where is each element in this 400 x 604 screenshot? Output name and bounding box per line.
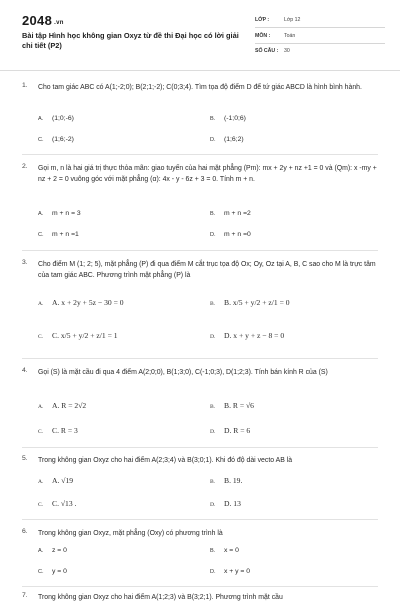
option-a[interactable]: A. (1;0;-6) — [38, 115, 74, 122]
option-d[interactable]: D. D. 13 — [210, 499, 241, 508]
document-header — [0, 0, 400, 68]
option-d[interactable]: D. (1;6;2) — [210, 136, 244, 143]
question-text: Gọi m, n là hai giá trị thực thỏa mãn: giao tuyến của hai mặt phẳng (Pm): mx + 2y + nz +1 = 0 và (Qm): x -my + nz + 2 = 0 vuông góc với mặt phẳng (α): 4x - y - 6z + 3 = 0. Tính m + n. — [38, 165, 377, 184]
question-number: 1. — [22, 82, 28, 89]
logo-suffix: .vn — [54, 20, 64, 26]
option-b[interactable]: B. B. 19. — [210, 476, 243, 485]
question-text: Cho tam giác ABC có A(1;-2;0); B(2;1;-2); C(0;3;4). Tìm tọa độ điểm D để tứ giác ABCD là hình bình hành. — [38, 84, 362, 91]
option-b[interactable]: B. x = 0 — [210, 547, 239, 554]
question-3 — [22, 259, 382, 359]
option-d[interactable]: D. D. x + y + z − 8 = 0 — [210, 331, 285, 340]
logo-text: 2048 — [22, 13, 53, 28]
option-c[interactable]: C. C. R = 3 — [38, 426, 78, 435]
option-b[interactable]: B. m + n =2 — [210, 210, 251, 217]
option-b[interactable]: B. B. R = √6 — [210, 401, 254, 410]
option-a[interactable]: A. A. √19 — [38, 476, 74, 485]
question-6 — [22, 528, 382, 583]
question-separator — [22, 154, 378, 155]
option-b[interactable]: B. B. x/5 + y/2 + z/1 = 0 — [210, 298, 290, 307]
class-value: Lớp 12 — [284, 17, 301, 23]
option-d[interactable]: D. x + y = 0 — [210, 568, 251, 575]
header-divider — [0, 70, 400, 71]
option-d[interactable]: D. m + n =0 — [210, 231, 251, 238]
option-a[interactable]: A. A. R = 2√2 — [38, 401, 87, 410]
option-c[interactable]: C. m + n =1 — [38, 231, 79, 238]
question-separator — [22, 358, 378, 359]
question-count-value: 30 — [284, 48, 290, 54]
question-number: 6. — [22, 528, 28, 535]
question-text: Trong không gian Oxyz cho hai điểm A(2;3;4) và B(3;0;1). Khi đó độ dài vecto AB là — [38, 457, 293, 464]
subject-value: Toán — [284, 33, 296, 39]
question-number: 5. — [22, 455, 28, 462]
class-label: LỚP : — [255, 17, 270, 23]
question-separator — [22, 519, 378, 520]
question-number: 3. — [22, 259, 28, 266]
question-text: Gọi (S) là mặt cầu đi qua 4 điểm A(2;0;0), B(1;3;0), C(-1;0;3), D(1;2;3). Tính bán kính R của (S) — [38, 369, 328, 376]
question-separator — [22, 447, 378, 448]
question-5 — [22, 455, 382, 517]
question-7 — [22, 592, 382, 604]
question-4 — [22, 367, 382, 442]
option-c[interactable]: C. y = 0 — [38, 568, 67, 575]
option-a[interactable]: A. z = 0 — [38, 547, 67, 554]
option-c[interactable]: C. C. √13 . — [38, 499, 77, 508]
question-text: Trong không gian Oxyz, mặt phẳng (Oxy) có phương trình là — [38, 530, 223, 537]
option-a[interactable]: A. A. x + 2y + 5z − 30 = 0 — [38, 298, 124, 307]
subject-label: MÔN : — [255, 33, 271, 39]
option-b[interactable]: B. (-1;0;6) — [210, 115, 246, 122]
option-c[interactable]: C. C. x/5 + y/2 + z/1 = 1 — [38, 331, 118, 340]
meta-divider — [255, 27, 385, 28]
question-number: 2. — [22, 163, 28, 170]
question-1 — [22, 82, 382, 142]
option-c[interactable]: C. (1;6;-2) — [38, 136, 74, 143]
option-a[interactable]: A. m + n = 3 — [38, 210, 81, 217]
question-number: 7. — [22, 592, 28, 599]
question-separator — [22, 586, 378, 587]
question-separator — [22, 250, 378, 251]
question-number: 4. — [22, 367, 28, 374]
question-text: Cho điểm M (1; 2; 5), mặt phẳng (P) đi qua điểm M cắt trục tọa độ Ox; Oy, Oz tại A, B, C sao cho M là trực tâm của tam giác ABC. Phương trình mặt phẳng (P) là — [38, 261, 376, 280]
question-2 — [22, 163, 382, 243]
question-text: Trong không gian Oxyz cho hai điểm A(1;2;3) và B(3;2;1). Phương trình mặt cầu — [38, 594, 283, 601]
option-d[interactable]: D. D. R = 6 — [210, 426, 251, 435]
document-title: Bài tập Hình học không gian Oxyz từ đề thi Đại học có lời giải chi tiết (P2) — [22, 31, 239, 50]
question-count-label: SỐ CÂU : — [255, 48, 279, 54]
site-logo[interactable] — [22, 13, 64, 28]
meta-divider — [255, 43, 385, 44]
